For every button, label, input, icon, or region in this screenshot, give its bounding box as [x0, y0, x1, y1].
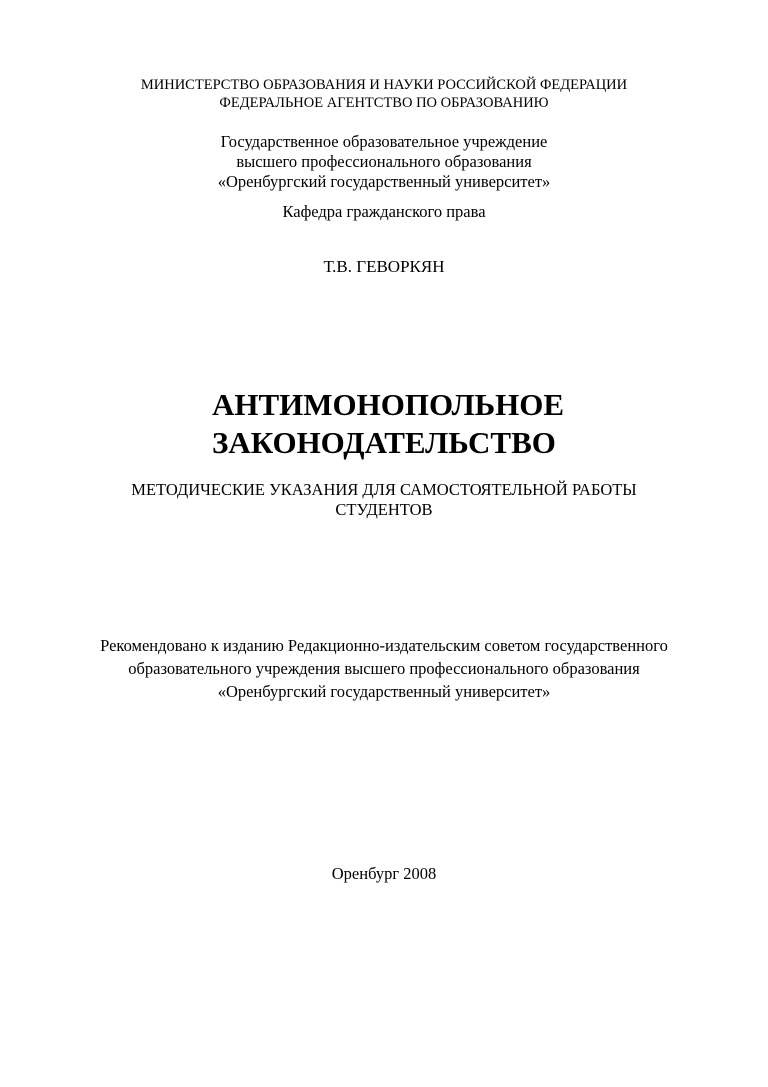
institution-line-2: высшего профессионального образования [236, 152, 532, 171]
institution-line-1: Государственное образовательное учреждение [220, 132, 548, 151]
institution-line-3: «Оренбургский государственный университет» [217, 172, 551, 191]
document-title [212, 386, 564, 462]
recommendation-line-2: образовательного учреждения высшего профессионального образования [128, 659, 640, 678]
title-line-2: ЗАКОНОДАТЕЛЬСТВО [212, 425, 556, 460]
title-line-1: АНТИМОНОПОЛЬНОЕ [212, 387, 565, 422]
recommendation-line-1: Рекомендовано к изданию Редакционно-издательским советом государственного [100, 636, 668, 655]
imprint-city-year: Оренбург 2008 [331, 864, 437, 883]
department-line: Кафедра гражданского права [282, 202, 486, 221]
subtitle-line-2: СТУДЕНТОВ [335, 500, 433, 519]
recommendation-line-3: «Оренбургский государственный университет» [217, 682, 551, 701]
ministry-line: МИНИСТЕРСТВО ОБРАЗОВАНИЯ И НАУКИ РОССИЙСКОЙ ФЕДЕРАЦИИ [140, 77, 628, 93]
author-name: Т.В. ГЕВОРКЯН [323, 257, 445, 276]
subtitle-line-1: МЕТОДИЧЕСКИЕ УКАЗАНИЯ ДЛЯ САМОСТОЯТЕЛЬНОЙ РАБОТЫ [131, 480, 637, 499]
agency-line: ФЕДЕРАЛЬНОЕ АГЕНТСТВО ПО ОБРАЗОВАНИЮ [219, 95, 549, 111]
